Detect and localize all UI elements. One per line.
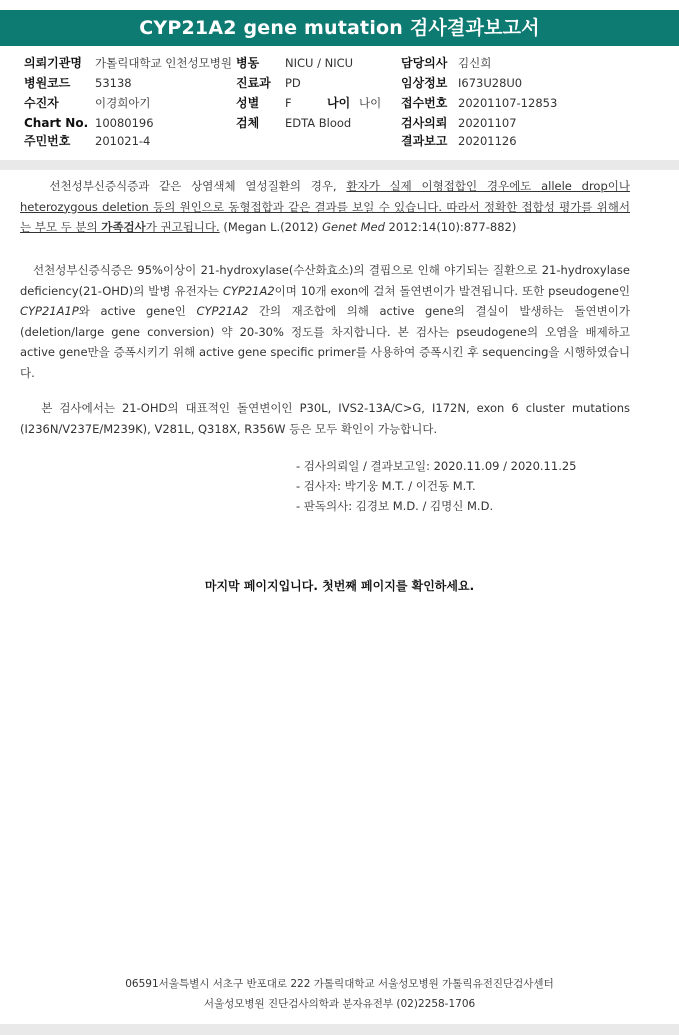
label-requesting-institution: 의뢰기관명 xyxy=(24,56,82,70)
sign-dates: - 검사의뢰일 / 결과보고일: 2020.11.09 / 2020.11.25 xyxy=(296,459,577,473)
label-age: 나이 xyxy=(327,96,351,110)
sign-technicians: - 검사자: 박기웅 M.T. / 이건동 M.T. xyxy=(296,479,476,493)
label-chart-no: Chart No. xyxy=(24,116,89,130)
label-specimen: 검체 xyxy=(236,116,260,130)
label-hospital-code: 병원코드 xyxy=(24,76,71,90)
p1-family-test: 가족검사 xyxy=(101,220,146,235)
p2-text-3: 이며 10개 exon에 걸쳐 돌연변이가 발견됩니다. 또한 pseudogene인 xyxy=(274,283,630,298)
p1-text-4: 가 권고됩니다. xyxy=(145,220,220,235)
p2-gene-2: CYP21A2 xyxy=(196,304,249,319)
value-requesting-institution: 가톨릭대학교 인천성모병원 xyxy=(95,56,232,70)
p2-gene-1: CYP21A2 xyxy=(222,283,275,298)
value-chart-no: 10080196 xyxy=(95,116,154,130)
value-specimen: EDTA Blood xyxy=(285,116,352,130)
value-result-report: 20201126 xyxy=(458,134,517,148)
label-resident-no: 주민번호 xyxy=(24,134,71,148)
bottom-bar xyxy=(0,1024,679,1035)
footer xyxy=(0,974,679,1014)
p1-citation-end: 2012:14(10):877-882) xyxy=(384,220,517,235)
value-ward: NICU / NICU xyxy=(285,56,354,70)
value-receipt-no: 20201107-12853 xyxy=(458,96,558,110)
sign-physicians: - 판독의사: 김경보 M.D. / 김명신 M.D. xyxy=(296,499,494,513)
patient-info-block xyxy=(0,52,679,160)
p1-citation: (Megan L.(2012) xyxy=(219,220,323,235)
label-attending-doctor: 담당의사 xyxy=(401,56,448,70)
value-attending-doctor: 김신희 xyxy=(458,56,492,70)
p1-text-1: 선천성부신증식증과 같은 상염색체 열성질환의 경우, xyxy=(49,179,347,193)
label-sex: 성별 xyxy=(236,96,260,110)
label-receipt-no: 접수번호 xyxy=(401,96,448,110)
label-department: 진료과 xyxy=(236,76,271,90)
p1-journal: Genet Med xyxy=(322,220,385,235)
footer-contact: 서울성모병원 진단검사의학과 분자유전부 (02)2258-1706 xyxy=(203,998,476,1010)
p2-text-5: 와 active gene인 xyxy=(78,304,197,319)
value-hospital-code: 53138 xyxy=(95,76,132,90)
label-clinical-info: 임상정보 xyxy=(401,76,448,90)
report-title: CYP21A2 gene mutation 검사결과보고서 xyxy=(0,10,679,46)
paragraph-zygosity xyxy=(20,176,630,238)
section-divider xyxy=(0,160,679,170)
p2-text-7: 간의 재조합에 의해 active gene의 결실이 발생하는 돌연변이가(deletion/large gene conversion) 약 20-30% 정도를 차지합니다. 본 검사는 pseudogene의 오염을 배제하고 active gene만을 증폭시키기 위해 active gene specific primer를 사용하여 증폭시킨 후 sequencing을 시행하였습니다. xyxy=(20,304,630,380)
p2-text-1: 선천성부신증식증은 95%이상이 21-hydroxylase(수산화효소)의 결핍으로 인해 야기되는 질환으로 21-hydroxylase deficiency(21-OHD)의 발병 유전자는 xyxy=(20,263,630,298)
label-test-request: 검사의뢰 xyxy=(401,116,448,130)
value-test-request: 20201107 xyxy=(458,116,517,130)
value-sex: F xyxy=(285,96,292,110)
p1-text-2: 환자가 실제 이형접합인 경우에도 allele drop이나 heterozygous deletion 등의 원인으로 동형접합과 같은 결과를 보일 수 있습니다. 따라서 정확한 접합성 평가를 위해서는 부모 두 분의 가족검사가 권고됩니다. xyxy=(20,179,630,235)
paragraph-coverage xyxy=(20,398,630,439)
value-patient: 이경희아기 xyxy=(95,96,151,110)
signature-block xyxy=(296,456,576,516)
footer-address: 06591서울특별시 서초구 반포대로 222 가톨릭대학교 서울성모병원 가톨릭유전진단검사센터 xyxy=(125,978,554,990)
label-result-report: 결과보고 xyxy=(401,134,448,148)
value-department: PD xyxy=(285,76,301,90)
value-resident-no: 201021-4 xyxy=(95,134,151,148)
paragraph-background xyxy=(20,260,630,384)
value-clinical-info: I673U28U0 xyxy=(458,76,523,90)
value-age: 나이 xyxy=(359,96,382,110)
last-page-note: 마지막 페이지입니다. 첫번째 페이지를 확인하세요. xyxy=(204,579,475,593)
p2-pseudogene: CYP21A1P xyxy=(20,304,79,319)
p3-text: 본 검사에서는 21-OHD의 대표적인 돌연변이인 P30L, IVS2-13A/C>G, I172N, exon 6 cluster mutations (I236N/V237E/M239K), V281L, Q318X, R356W 등은 모두 확인이 가능합니다. xyxy=(20,401,631,436)
label-ward: 병동 xyxy=(236,56,260,70)
label-patient: 수진자 xyxy=(24,96,59,110)
